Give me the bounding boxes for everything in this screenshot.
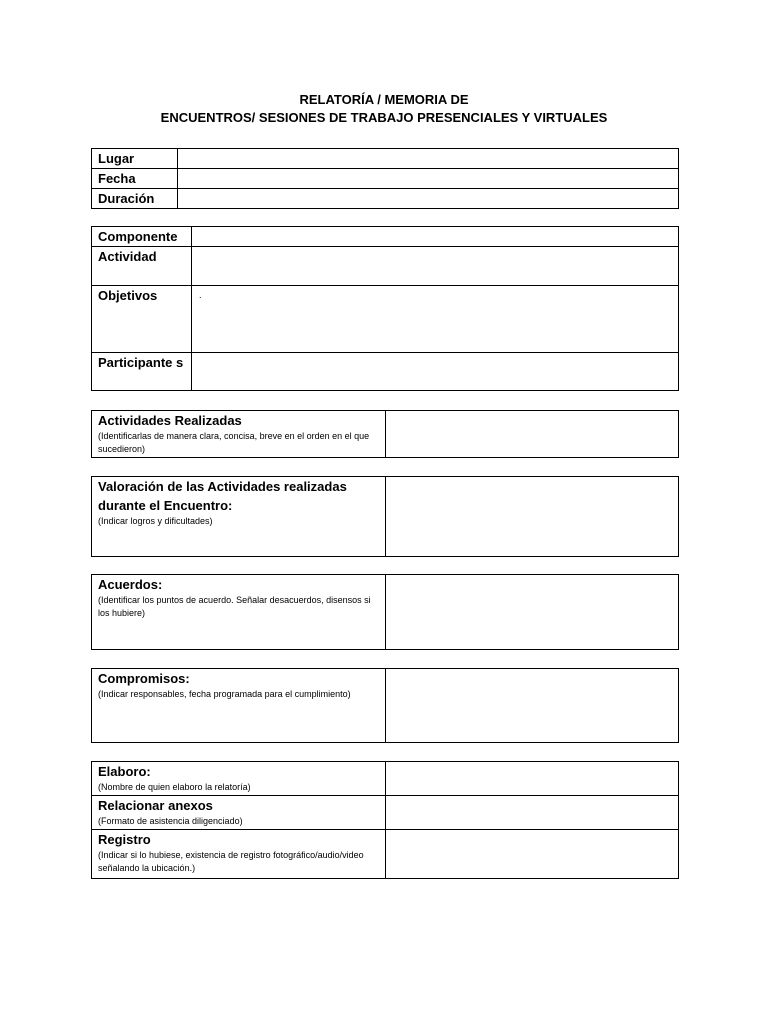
details-table bbox=[91, 226, 679, 391]
duracion-field[interactable] bbox=[178, 189, 679, 209]
compromisos-table bbox=[91, 668, 679, 743]
objetivos-label: Objetivos bbox=[92, 286, 192, 353]
objetivos-value: . bbox=[199, 290, 202, 300]
registro-cell bbox=[92, 830, 386, 879]
actividades-cell bbox=[92, 411, 386, 458]
anexos-hint: (Formato de asistencia diligenciado) bbox=[98, 816, 243, 826]
acuerdos-label: Acuerdos: bbox=[98, 577, 163, 592]
acuerdos-cell bbox=[92, 575, 386, 650]
acuerdos-table bbox=[91, 574, 679, 650]
anexos-label: Relacionar anexos bbox=[98, 798, 213, 813]
actividad-field[interactable] bbox=[192, 247, 679, 286]
compromisos-hint: (Indicar responsables, fecha programada para el cumplimiento) bbox=[98, 689, 351, 699]
objetivos-field[interactable] bbox=[192, 286, 679, 353]
actividades-label: Actividades Realizadas bbox=[98, 413, 242, 428]
general-info-table bbox=[91, 148, 679, 209]
elaboro-field[interactable] bbox=[386, 762, 679, 796]
compromisos-label: Compromisos: bbox=[98, 671, 190, 686]
elaboro-hint: (Nombre de quien elaboro la relatoría) bbox=[98, 782, 251, 792]
anexos-cell bbox=[92, 796, 386, 830]
registro-hint: (Indicar si lo hubiese, existencia de registro fotográfico/audio/video señalando la ubicación.) bbox=[98, 850, 364, 873]
fecha-label: Fecha bbox=[92, 169, 178, 189]
acuerdos-field[interactable] bbox=[386, 575, 679, 650]
valoracion-cell bbox=[92, 477, 386, 557]
compromisos-cell bbox=[92, 669, 386, 743]
acuerdos-hint: (Identificar los puntos de acuerdo. Señalar desacuerdos, disensos si los hubiere) bbox=[98, 595, 371, 618]
componente-field[interactable] bbox=[192, 227, 679, 247]
valoracion-table bbox=[91, 476, 679, 557]
lugar-field[interactable] bbox=[178, 149, 679, 169]
anexos-field[interactable] bbox=[386, 796, 679, 830]
valoracion-hint: (Indicar logros y dificultades) bbox=[98, 516, 213, 526]
elaboro-cell bbox=[92, 762, 386, 796]
duracion-label: Duración bbox=[92, 189, 178, 209]
document-title-line-2: ENCUENTROS/ SESIONES DE TRABAJO PRESENCIALES Y VIRTUALES bbox=[160, 110, 608, 125]
componente-label: Componente bbox=[92, 227, 192, 247]
final-table bbox=[91, 761, 679, 879]
valoracion-field[interactable] bbox=[386, 477, 679, 557]
lugar-label: Lugar bbox=[92, 149, 178, 169]
actividades-hint: (Identificarlas de manera clara, concisa, breve en el orden en el que sucedieron) bbox=[98, 431, 370, 454]
actividades-field[interactable] bbox=[386, 411, 679, 458]
participantes-field[interactable] bbox=[192, 353, 679, 391]
registro-label: Registro bbox=[98, 832, 151, 847]
valoracion-label: Valoración de las Actividades realizadas durante el Encuentro: bbox=[98, 479, 347, 513]
elaboro-label: Elaboro: bbox=[98, 764, 151, 779]
participantes-label: Participante s bbox=[92, 353, 192, 391]
actividad-label: Actividad bbox=[92, 247, 192, 286]
registro-field[interactable] bbox=[386, 830, 679, 879]
fecha-field[interactable] bbox=[178, 169, 679, 189]
document-title-line-1: RELATORÍA / MEMORIA DE bbox=[299, 92, 469, 107]
actividades-table bbox=[91, 410, 679, 458]
compromisos-field[interactable] bbox=[386, 669, 679, 743]
